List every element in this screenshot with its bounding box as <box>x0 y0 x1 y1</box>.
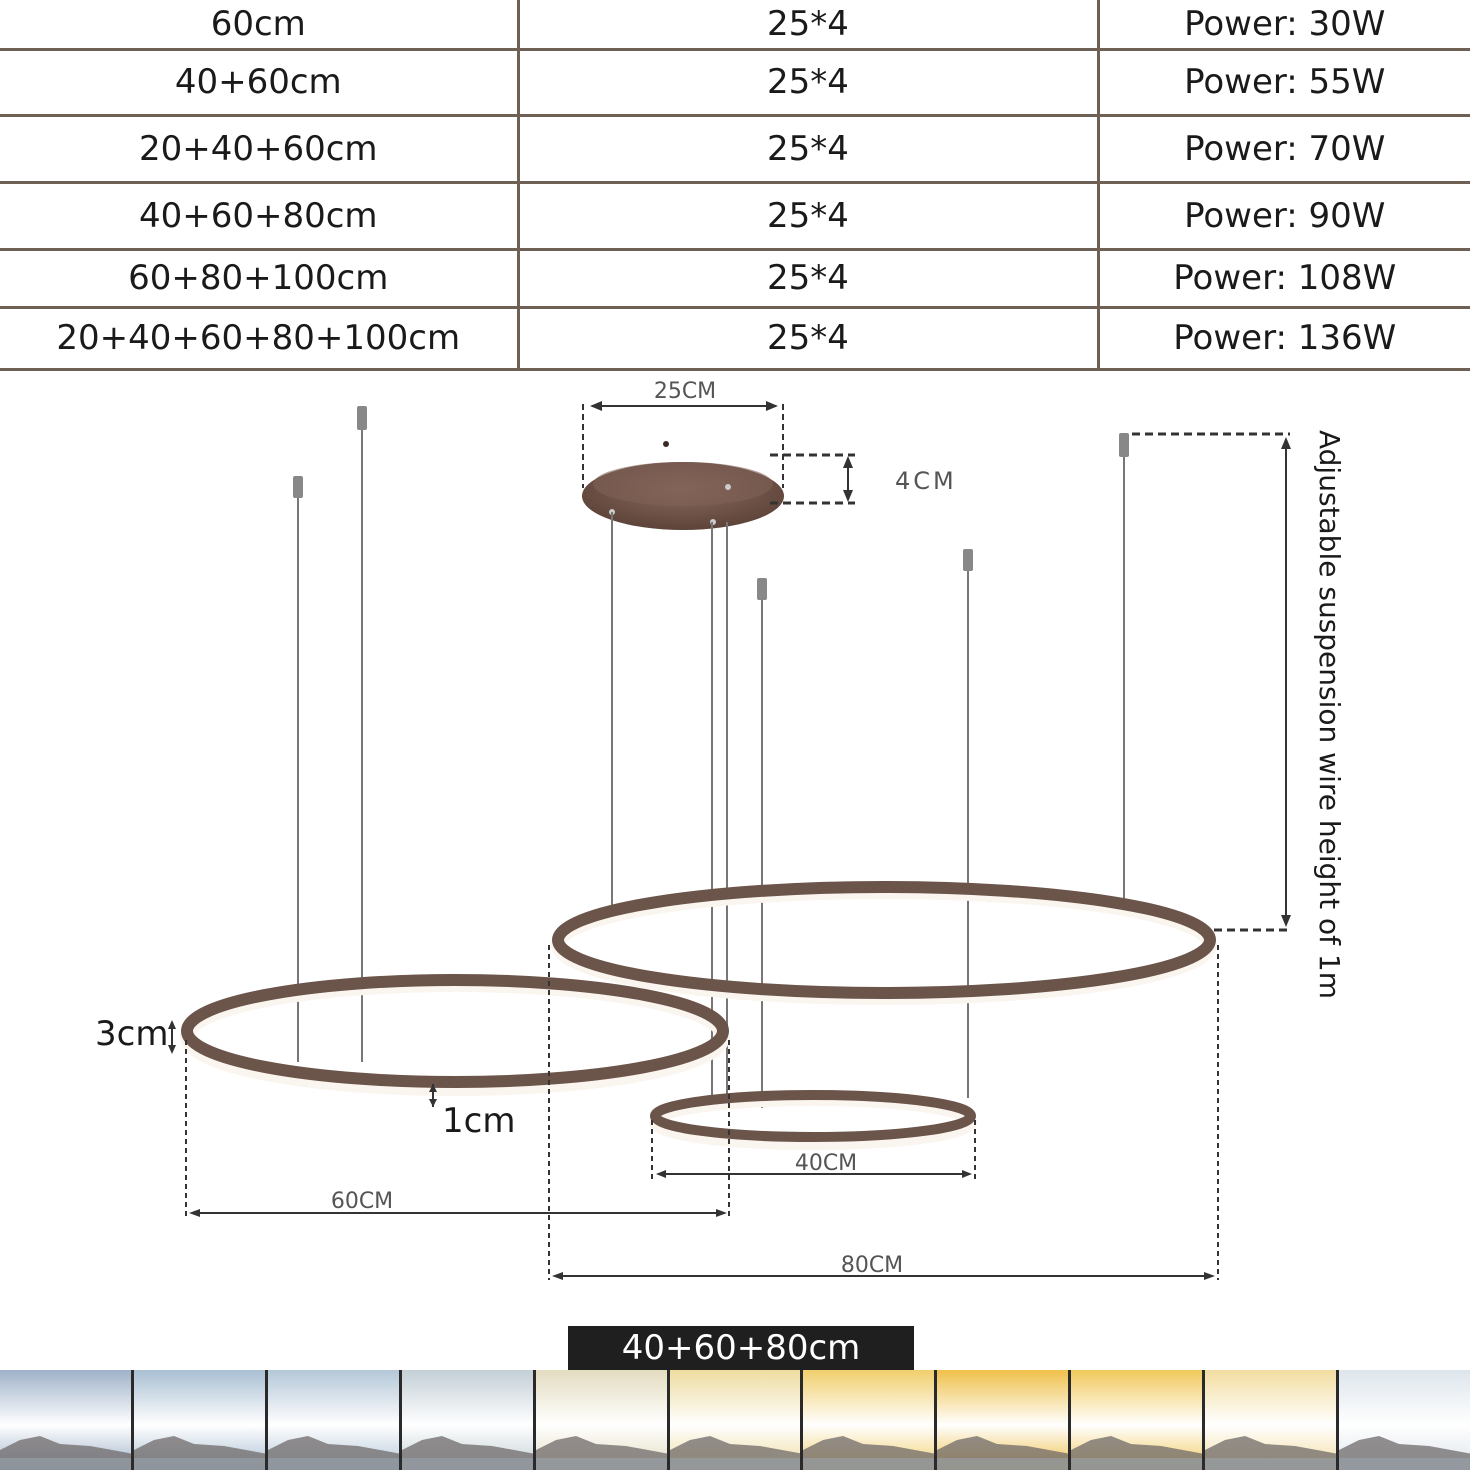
size-cell: 40+60cm <box>0 49 518 115</box>
chandelier-diagram <box>0 370 1470 1330</box>
size-cell: 20+40+60+80+100cm <box>0 307 518 369</box>
table-row <box>0 0 1470 49</box>
power-cell: Power: 30W <box>1098 0 1470 49</box>
power-cell: Power: 55W <box>1098 49 1470 115</box>
light-sample-panel <box>134 1370 268 1470</box>
landscape-silhouette <box>268 1410 402 1470</box>
light-sample-panel <box>402 1370 536 1470</box>
landscape-silhouette <box>402 1410 536 1470</box>
canopy-height-dimension <box>770 455 957 503</box>
ring-80cm <box>558 887 1210 998</box>
landscape-silhouette <box>670 1410 804 1470</box>
power-cell: Power: 70W <box>1098 115 1470 182</box>
light-sample-panel <box>803 1370 937 1470</box>
ring-thickness-annotation <box>95 1014 176 1054</box>
base-cell: 25*4 <box>518 307 1098 369</box>
base-cell: 25*4 <box>518 249 1098 307</box>
power-cell: Power: 136W <box>1098 307 1470 369</box>
landscape-silhouette <box>803 1410 937 1470</box>
base-cell: 25*4 <box>518 182 1098 249</box>
light-color-strip <box>0 1370 1470 1470</box>
table-row <box>0 182 1470 249</box>
spec-table <box>0 0 1470 371</box>
landscape-silhouette <box>937 1410 1071 1470</box>
light-sample-panel <box>670 1370 804 1470</box>
landscape-silhouette <box>536 1410 670 1470</box>
size-cell: 60cm <box>0 0 518 49</box>
ring-60cm-label: 60CM <box>330 1189 394 1214</box>
size-badge: 40+60+80cm <box>568 1326 914 1370</box>
light-sample-panel <box>268 1370 402 1470</box>
light-sample-panel <box>937 1370 1071 1470</box>
landscape-silhouette <box>1339 1410 1470 1470</box>
suspension-note: Adjustable suspension wire height of 1m <box>1313 430 1346 1000</box>
landscape-silhouette <box>1205 1410 1339 1470</box>
canopy-height-label: 4CM <box>895 467 957 495</box>
base-cell: 25*4 <box>518 49 1098 115</box>
light-sample-panel <box>1071 1370 1205 1470</box>
ring-80cm-label: 80CM <box>840 1253 904 1278</box>
base-cell: 25*4 <box>518 115 1098 182</box>
table-row <box>0 115 1470 182</box>
power-cell: Power: 108W <box>1098 249 1470 307</box>
ring-width-label: 1cm <box>442 1101 516 1141</box>
ring-60cm <box>187 980 723 1089</box>
canopy-width-label: 25CM <box>653 379 717 404</box>
suspension-wires <box>298 420 1124 1108</box>
landscape-silhouette <box>0 1410 134 1470</box>
base-cell: 25*4 <box>518 0 1098 49</box>
table-row <box>0 307 1470 369</box>
ring-thickness-label: 3cm <box>95 1014 169 1054</box>
landscape-silhouette <box>134 1410 268 1470</box>
ring-40cm <box>655 1095 971 1144</box>
table-row <box>0 49 1470 115</box>
light-sample-panel <box>1339 1370 1470 1470</box>
size-cell: 60+80+100cm <box>0 249 518 307</box>
light-sample-panel <box>536 1370 670 1470</box>
size-cell: 20+40+60cm <box>0 115 518 182</box>
ring-40cm-label: 40CM <box>794 1151 858 1176</box>
light-sample-panel <box>1205 1370 1339 1470</box>
table-row <box>0 249 1470 307</box>
landscape-silhouette <box>1071 1410 1205 1470</box>
light-sample-panel <box>0 1370 134 1470</box>
size-cell: 40+60+80cm <box>0 182 518 249</box>
power-cell: Power: 90W <box>1098 182 1470 249</box>
